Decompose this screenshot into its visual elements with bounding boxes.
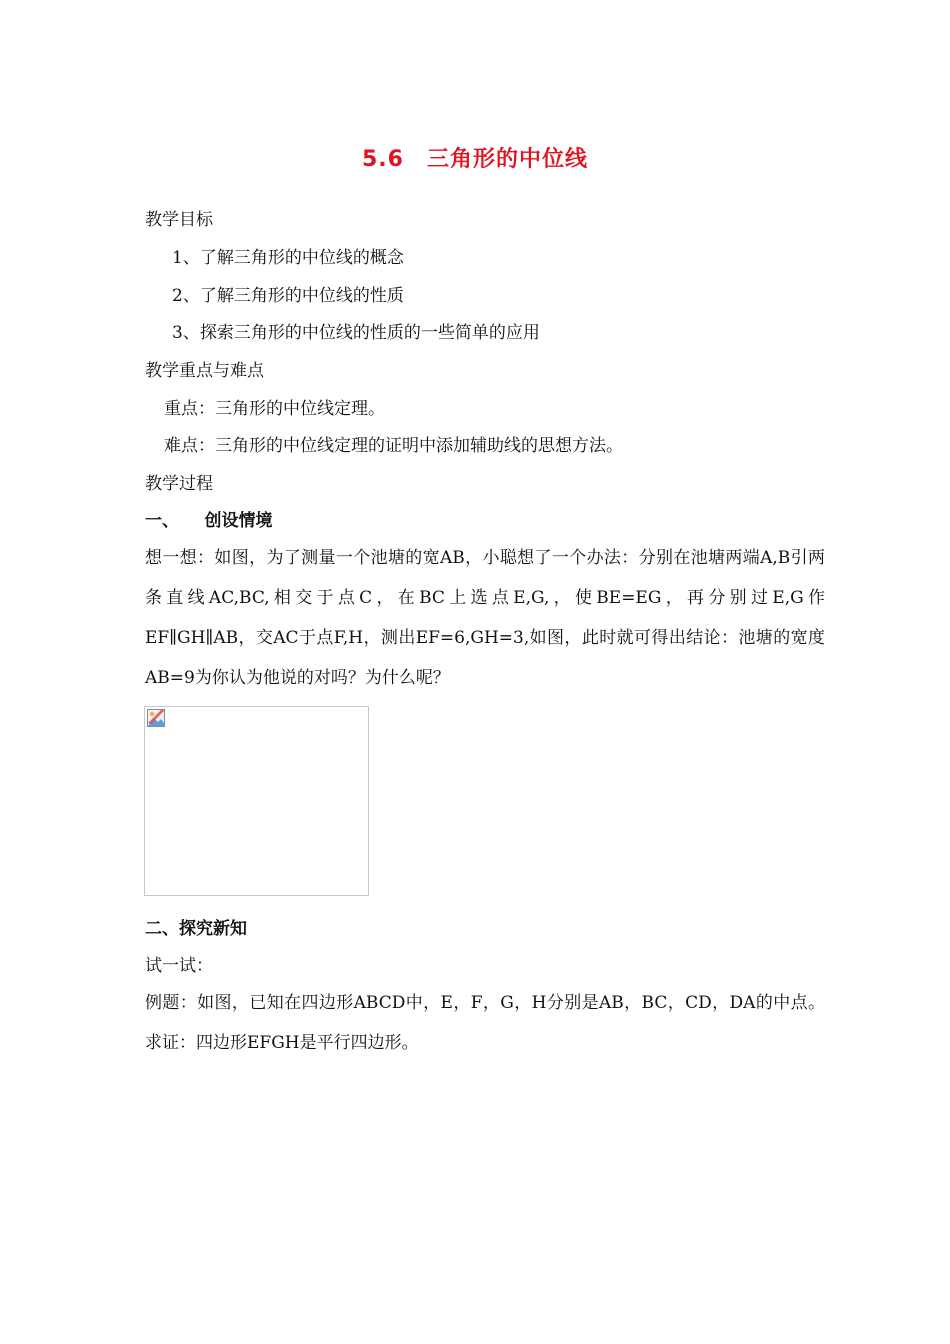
goal-item-2: 2、了解三角形的中位线的性质 [172, 286, 404, 306]
process-heading: 教学过程 [145, 474, 213, 494]
part2-heading: 二、探究新知 [145, 919, 247, 939]
part1-heading: 一、 创设情境 [145, 511, 273, 531]
difficult-point: 难点：三角形的中位线定理的证明中添加辅助线的思想方法。 [164, 436, 623, 456]
example-text: 例题：如图，已知在四边形ABCD中，E，F，G，H分别是AB，BC，CD，DA的中点。求证：四边形EFGH是平行四边形。 [145, 993, 825, 1053]
goal-item-1: 1、了解三角形的中位线的概念 [172, 248, 404, 268]
part1-text: 想一想：如图，为了测量一个池塘的宽AB，小聪想了一个办法：分别在池塘两端A,B引两条直线AC,BC,相交于点C，在BC上选点E,G,，使BE=EG，再分别过E,G作EF∥GH∥AB，交AC于点F,H，测出EF=6,GH=3,如图，此时就可得出结论：池塘的宽度AB=9为你认为他说的对吗？为什么呢？ [145, 548, 825, 688]
figure-placeholder [144, 706, 369, 896]
goals-heading: 教学目标 [145, 210, 213, 230]
key-heading: 教学重点与难点 [145, 361, 264, 381]
broken-image-icon [147, 709, 165, 727]
goal-item-3: 3、探索三角形的中位线的性质的一些简单的应用 [172, 323, 540, 343]
key-point: 重点：三角形的中位线定理。 [164, 399, 385, 419]
page-title: 5.6 三角形的中位线 [362, 147, 588, 172]
try-label: 试一试： [145, 956, 213, 976]
